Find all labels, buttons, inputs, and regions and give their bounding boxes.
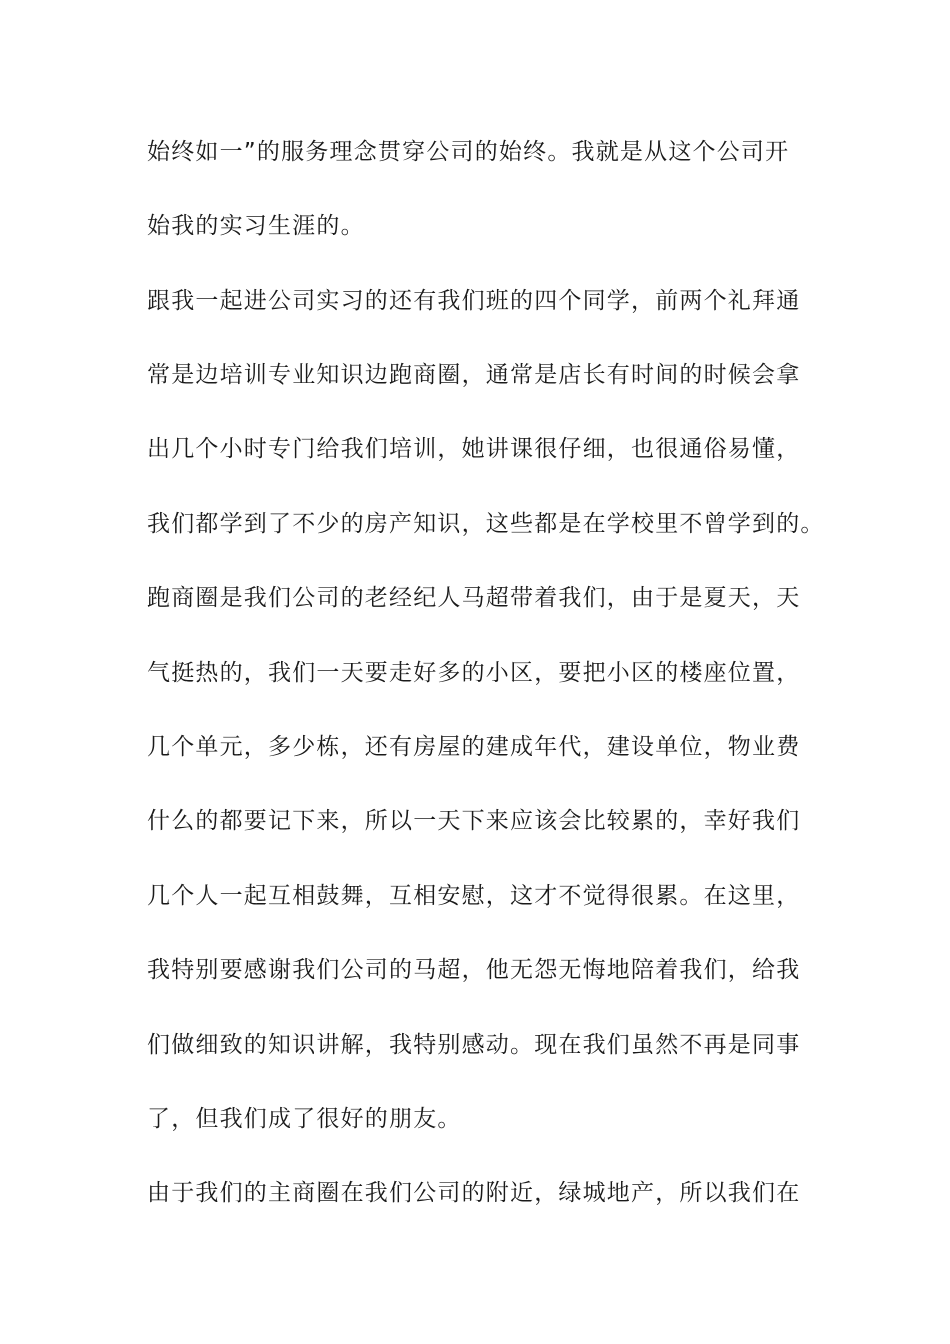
text-line: 常是边培训专业知识边跑商圈，通常是店长有时间的时候会拿 [147, 362, 801, 388]
text-line: 出几个小时专门给我们培训，她讲课很仔细，也很通俗易懂， [147, 436, 801, 462]
text-line: 几个单元，多少栋，还有房屋的建成年代，建设单位，物业费 [147, 734, 801, 760]
text-line: 始我的实习生涯的。 [147, 213, 365, 239]
text-line: 了，但我们成了很好的朋友。 [147, 1106, 462, 1132]
text-line: 由于我们的主商圈在我们公司的附近，绿城地产，所以我们在 [147, 1180, 801, 1206]
text-line: 我特别要感谢我们公司的马超，他无怨无悔地陪着我们，给我 [147, 957, 801, 983]
text-line: 几个人一起互相鼓舞，互相安慰，这才不觉得很累。在这里， [147, 883, 801, 909]
text-line: 气挺热的，我们一天要走好多的小区，要把小区的楼座位置， [147, 660, 801, 686]
text-line: 什么的都要记下来，所以一天下来应该会比较累的，幸好我们 [147, 808, 801, 834]
text-line: 们做细致的知识讲解，我特别感动。现在我们虽然不再是同事 [147, 1032, 801, 1058]
text-line: 我们都学到了不少的房产知识，这些都是在学校里不曾学到的。 [147, 511, 825, 537]
text-line: 跟我一起进公司实习的还有我们班的四个同学，前两个礼拜通 [147, 288, 801, 314]
text-line: 始终如一”的服务理念贯穿公司的始终。我就是从这个公司开 [147, 139, 790, 165]
text-line: 跑商圈是我们公司的老经纪人马超带着我们，由于是夏天，天 [147, 585, 801, 611]
